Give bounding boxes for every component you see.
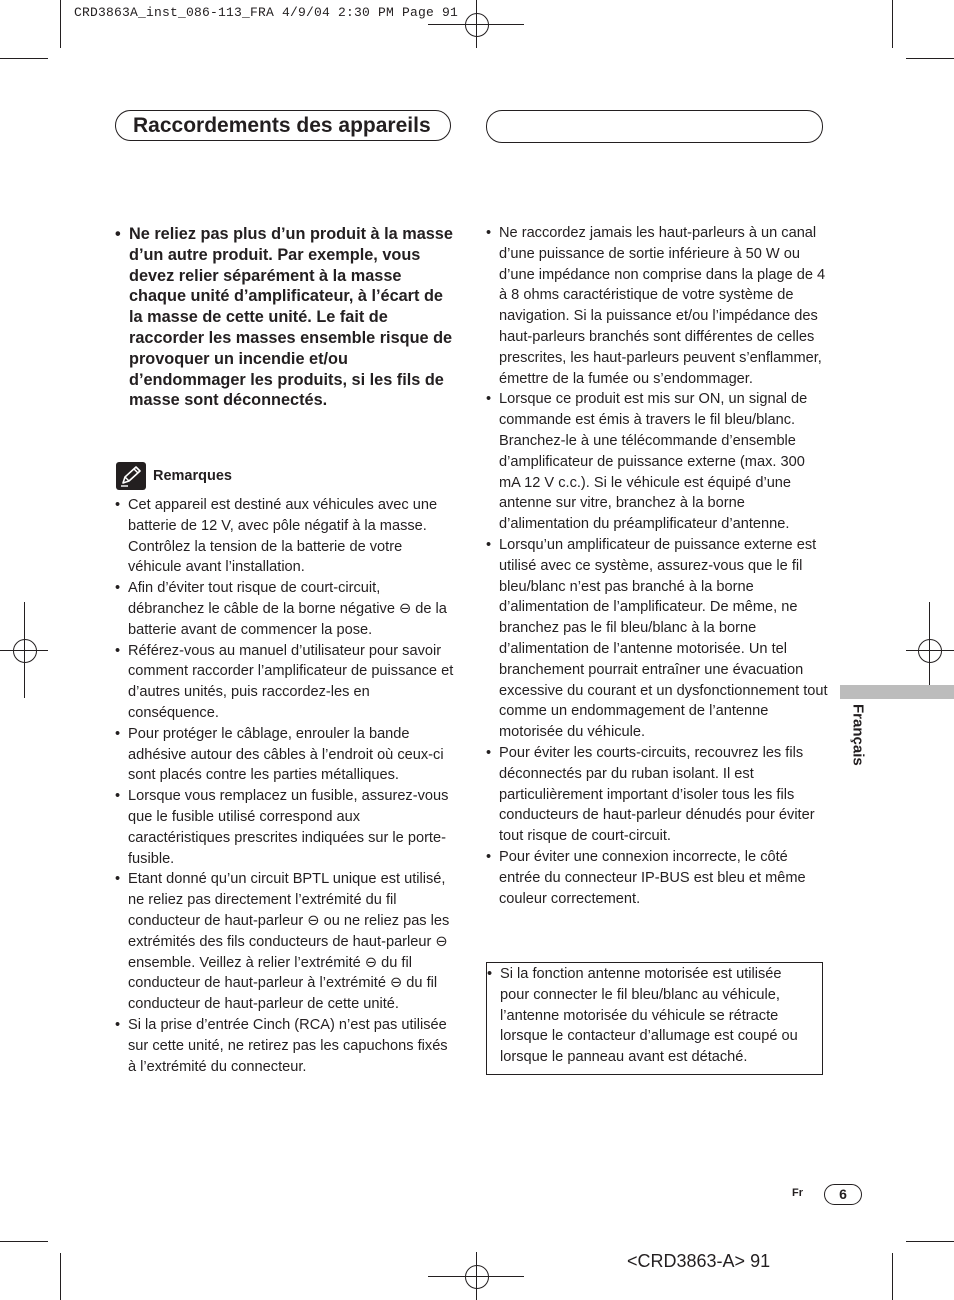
list-item: • Lorsque ce produit est mis sur ON, un signal de commande est émis à travers le fil bleu/blanc. Branchez-le à une télécommande d’ensemble d’amplificateur de puissance externe (max. 300 mA 12 V c.c.). Si le véhicule est équipé d’une antenne sur vitre, branchez à la borne d’alimentation du préamplificateur d’antenne.	[486, 389, 828, 535]
list-item: • Cet appareil est destiné aux véhicules avec une batterie de 12 V, avec pôle négatif à la masse. Contrôlez la tension de la batterie de votre véhicule avant l’installation.	[115, 495, 457, 578]
page-number: 6	[824, 1184, 862, 1205]
left-notes-list	[115, 495, 457, 1077]
boxed-note	[486, 962, 823, 1075]
list-item: • Référez-vous au manuel d’utilisateur pour savoir comment raccorder l’amplificateur de puissance et d’autres unités, puis raccordez-les en conséquence.	[115, 641, 457, 724]
language-label	[845, 704, 871, 804]
list-item: • Lorsqu’un amplificateur de puissance externe est utilisé avec ce système, assurez-vous que le fil bleu/blanc n’est pas branché à la borne d’alimentation de l’amplificateur. De même, ne branchez pas le fil bleu/blanc à la borne d’alimentation de l’antenne motorisée. Un tel branchement pourrait entraîner une évacuation excessive du courant et un dysfonctionnement tout comme un endommagement de l’antenne motorisée du véhicule.	[486, 535, 828, 743]
right-notes-list	[486, 223, 828, 909]
language-code: Fr	[792, 1187, 803, 1199]
language-label-text: Français	[849, 704, 867, 766]
boxed-note-item: • Si la fonction antenne motorisée est utilisée pour connecter le fil bleu/blanc au véhicule, l’antenne motorisée du véhicule se rétracte lorsque le contacteur d’allumage est coupé ou lorsque le panneau avant est détaché.	[487, 964, 814, 1068]
list-item: • Afin d’éviter tout risque de court-circuit, débranchez le câble de la borne négative ⊖ de la batterie avant de commencer la pose.	[115, 578, 457, 640]
list-item: • Ne raccordez jamais les haut-parleurs à un canal d’une puissance de sortie inférieure à 50 W ou d’une impédance non comprise dans la plage de 4 à 8 ohms caractéristique de votre système de navigation. Si la puissance et/ou l’impédance des haut-parleurs branchés sont différentes de celles prescrites, les haut-parleurs peuvent s’enflammer, émettre de la fumée ou s’endommager.	[486, 223, 828, 389]
list-item: • Lorsque vous remplacez un fusible, assurez-vous que le fusible utilisé correspond aux caractéristiques prescrites indiquées sur le porte-fusible.	[115, 786, 457, 869]
list-item: • Pour éviter les courts-circuits, recouvrez les fils déconnectés par du ruban isolant. Il est particulièrement important d’isoler tous les fils conducteurs de haut-parleur dénudés pour éviter tout risque de court-circuit.	[486, 743, 828, 847]
section-title: Raccordements des appareils	[115, 110, 451, 141]
pencil-note-icon	[116, 462, 146, 490]
warning-text: Ne reliez pas plus d’un produit à la masse d’un autre produit. Par exemple, vous devez relier séparément à la masse chaque unité d’amplificateur, à l’écart de la masse de cette unité. Le fait de raccorder les masses ensemble risque de provoquer un incendie et/ou d’endommager les produits, si les fils de masse sont déconnectés.	[129, 225, 453, 410]
list-item: • Pour éviter une connexion incorrecte, le côté entrée du connecteur IP-BUS est bleu et même couleur correctement.	[486, 847, 828, 909]
list-item: • Pour protéger le câblage, enrouler la bande adhésive autour des câbles à l’endroit où ceux-ci sont placés contre les parties métalliques.	[115, 724, 457, 786]
header-blank-pill	[486, 110, 823, 143]
warning-paragraph	[115, 224, 460, 411]
footer-code: <CRD3863-A> 91	[627, 1251, 771, 1271]
list-item: • Si la prise d’entrée Cinch (RCA) n’est pas utilisée sur cette unité, ne retirez pas les capuchons fixés à l’extrémité du connecteur.	[115, 1015, 457, 1077]
notes-title: Remarques	[153, 468, 232, 484]
language-tab-bar	[840, 685, 954, 699]
file-header: CRD3863A_inst_086-113_FRA 4/9/04 2:30 PM Page 91	[74, 5, 459, 20]
warning-bullet: •	[115, 225, 121, 243]
list-item: • Etant donné qu’un circuit BPTL unique est utilisé, ne reliez pas directement l’extrémité du fil conducteur de haut-parleur ⊖ ou ne reliez pas les extrémités des fils conducteurs de haut-parleur ⊖ ensemble. Veillez à relier l’extrémité ⊖ du fil conducteur de haut-parleur à l’extrémité ⊖ du fil conducteur de haut-parleur de cette unité.	[115, 869, 457, 1015]
